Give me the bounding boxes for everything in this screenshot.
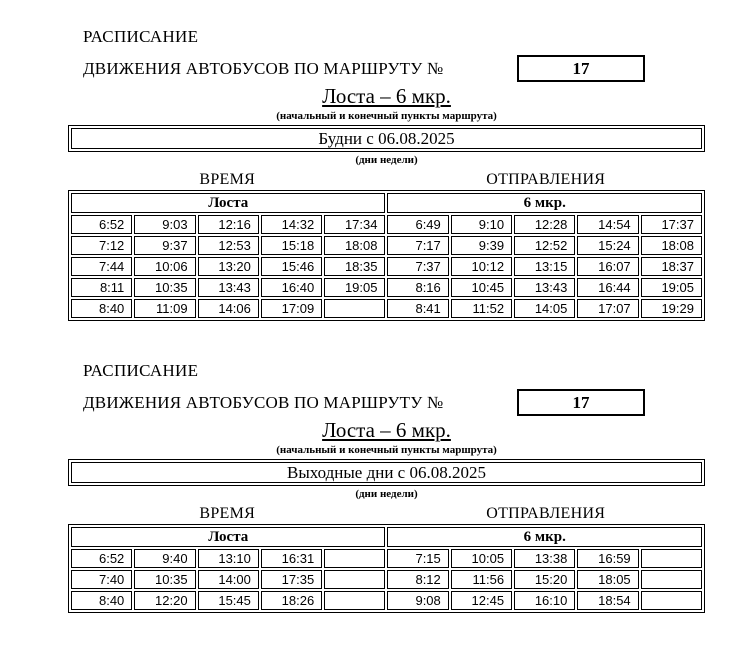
time-cell: 13:15 bbox=[514, 257, 575, 276]
time-cell: 14:06 bbox=[198, 299, 259, 318]
time-cell: 16:10 bbox=[514, 591, 575, 610]
time-cell: 18:37 bbox=[641, 257, 702, 276]
stop-header-left: Лоста bbox=[71, 527, 385, 547]
route-name: Лоста – 6 мкр. bbox=[322, 418, 451, 442]
time-cell: 17:09 bbox=[261, 299, 322, 318]
time-cell: 17:35 bbox=[261, 570, 322, 589]
schedule-row bbox=[71, 257, 702, 276]
time-cell: 14:54 bbox=[577, 215, 638, 234]
time-cell: 10:12 bbox=[451, 257, 512, 276]
time-cell: 8:11 bbox=[71, 278, 132, 297]
doc-title: РАСПИСАНИЕ bbox=[83, 27, 199, 46]
time-cell: 14:05 bbox=[514, 299, 575, 318]
time-cell: 12:52 bbox=[514, 236, 575, 255]
schedule-row bbox=[71, 591, 702, 610]
doc-title: РАСПИСАНИЕ bbox=[83, 361, 199, 380]
time-cell: 17:34 bbox=[324, 215, 385, 234]
time-cell: 9:03 bbox=[134, 215, 195, 234]
route-number-box bbox=[517, 389, 645, 416]
time-cell: 13:10 bbox=[198, 549, 259, 568]
departures-label: ОТПРАВЛЕНИЯ bbox=[486, 170, 606, 188]
time-cell: 6:52 bbox=[71, 215, 132, 234]
departures-label: ОТПРАВЛЕНИЯ bbox=[486, 504, 606, 522]
time-cell: 7:37 bbox=[387, 257, 448, 276]
time-cell: 18:54 bbox=[577, 591, 638, 610]
time-cell: 15:45 bbox=[198, 591, 259, 610]
route-number: 17 bbox=[572, 393, 590, 412]
time-cell: 16:59 bbox=[577, 549, 638, 568]
column-group-header bbox=[68, 503, 705, 524]
stop-header-right: 6 мкр. bbox=[387, 193, 702, 213]
time-cell: 19:05 bbox=[324, 278, 385, 297]
day-type-label: Выходные дни с 06.08.2025 bbox=[71, 462, 702, 483]
time-cell: 7:40 bbox=[71, 570, 132, 589]
time-cell: 14:00 bbox=[198, 570, 259, 589]
time-cell: 18:26 bbox=[261, 591, 322, 610]
time-cell: 13:38 bbox=[514, 549, 575, 568]
time-cell: 15:46 bbox=[261, 257, 322, 276]
time-cell: 8:40 bbox=[71, 591, 132, 610]
time-cell: 8:16 bbox=[387, 278, 448, 297]
route-points-note: (начальный и конечный пункты маршрута) bbox=[276, 444, 497, 456]
schedule-table-weekends bbox=[68, 524, 705, 613]
time-label: ВРЕМЯ bbox=[199, 504, 256, 522]
route-number-box bbox=[517, 55, 645, 82]
time-cell: 12:20 bbox=[134, 591, 195, 610]
route-heading-line bbox=[68, 58, 705, 84]
time-cell: 18:08 bbox=[324, 236, 385, 255]
stop-header-left: Лоста bbox=[71, 193, 385, 213]
time-cell: 10:45 bbox=[451, 278, 512, 297]
time-cell: 9:37 bbox=[134, 236, 195, 255]
schedule-row bbox=[71, 549, 702, 568]
time-cell: 7:44 bbox=[71, 257, 132, 276]
time-cell: 9:08 bbox=[387, 591, 448, 610]
schedule-section-weekdays bbox=[68, 28, 705, 321]
route-number: 17 bbox=[572, 59, 590, 78]
time-cell: 7:12 bbox=[71, 236, 132, 255]
time-cell: 11:09 bbox=[134, 299, 195, 318]
time-cell: 8:12 bbox=[387, 570, 448, 589]
time-cell bbox=[324, 570, 385, 589]
stop-header-right: 6 мкр. bbox=[387, 527, 702, 547]
route-points-note: (начальный и конечный пункты маршрута) bbox=[276, 110, 497, 122]
time-label: ВРЕМЯ bbox=[199, 170, 256, 188]
time-cell: 16:40 bbox=[261, 278, 322, 297]
schedule-row bbox=[71, 570, 702, 589]
time-cell bbox=[641, 570, 702, 589]
doc-subtitle: ДВИЖЕНИЯ АВТОБУСОВ ПО МАРШРУТУ № bbox=[83, 393, 444, 412]
time-cell: 12:28 bbox=[514, 215, 575, 234]
time-cell: 7:17 bbox=[387, 236, 448, 255]
day-type-box bbox=[68, 125, 705, 152]
time-cell: 18:05 bbox=[577, 570, 638, 589]
time-cell: 12:16 bbox=[198, 215, 259, 234]
schedule-row bbox=[71, 299, 702, 318]
schedule-row bbox=[71, 215, 702, 234]
time-cell bbox=[641, 591, 702, 610]
schedule-row bbox=[71, 278, 702, 297]
time-cell: 16:44 bbox=[577, 278, 638, 297]
time-cell: 16:07 bbox=[577, 257, 638, 276]
time-cell: 9:40 bbox=[134, 549, 195, 568]
time-cell: 12:53 bbox=[198, 236, 259, 255]
time-cell: 10:05 bbox=[451, 549, 512, 568]
time-cell: 10:06 bbox=[134, 257, 195, 276]
time-cell: 19:05 bbox=[641, 278, 702, 297]
time-cell: 15:18 bbox=[261, 236, 322, 255]
time-cell: 6:52 bbox=[71, 549, 132, 568]
time-cell: 13:43 bbox=[514, 278, 575, 297]
time-cell: 15:20 bbox=[514, 570, 575, 589]
days-note: (дни недели) bbox=[355, 488, 418, 500]
time-cell: 8:41 bbox=[387, 299, 448, 318]
time-cell: 18:08 bbox=[641, 236, 702, 255]
doc-subtitle: ДВИЖЕНИЯ АВТОБУСОВ ПО МАРШРУТУ № bbox=[83, 59, 444, 78]
time-cell: 8:40 bbox=[71, 299, 132, 318]
time-cell: 13:20 bbox=[198, 257, 259, 276]
document-content bbox=[68, 0, 705, 613]
column-group-header bbox=[68, 169, 705, 190]
time-cell: 17:37 bbox=[641, 215, 702, 234]
schedule-table-weekdays bbox=[68, 190, 705, 321]
time-cell: 13:43 bbox=[198, 278, 259, 297]
time-cell: 19:29 bbox=[641, 299, 702, 318]
time-cell: 11:52 bbox=[451, 299, 512, 318]
time-cell: 10:35 bbox=[134, 278, 195, 297]
time-cell: 9:10 bbox=[451, 215, 512, 234]
schedule-row bbox=[71, 236, 702, 255]
route-heading-line bbox=[68, 392, 705, 418]
time-cell bbox=[324, 591, 385, 610]
time-cell bbox=[641, 549, 702, 568]
days-note: (дни недели) bbox=[355, 154, 418, 166]
time-cell bbox=[324, 299, 385, 318]
time-cell: 9:39 bbox=[451, 236, 512, 255]
schedule-section-weekends bbox=[68, 362, 705, 613]
day-type-label: Будни с 06.08.2025 bbox=[71, 128, 702, 149]
route-name: Лоста – 6 мкр. bbox=[322, 84, 451, 108]
time-cell: 17:07 bbox=[577, 299, 638, 318]
time-cell bbox=[324, 549, 385, 568]
stop-header-row bbox=[71, 527, 702, 547]
time-cell: 12:45 bbox=[451, 591, 512, 610]
time-cell: 15:24 bbox=[577, 236, 638, 255]
time-cell: 14:32 bbox=[261, 215, 322, 234]
time-cell: 6:49 bbox=[387, 215, 448, 234]
time-cell: 7:15 bbox=[387, 549, 448, 568]
time-cell: 16:31 bbox=[261, 549, 322, 568]
time-cell: 11:56 bbox=[451, 570, 512, 589]
time-cell: 18:35 bbox=[324, 257, 385, 276]
stop-header-row bbox=[71, 193, 702, 213]
time-cell: 10:35 bbox=[134, 570, 195, 589]
day-type-box bbox=[68, 459, 705, 486]
